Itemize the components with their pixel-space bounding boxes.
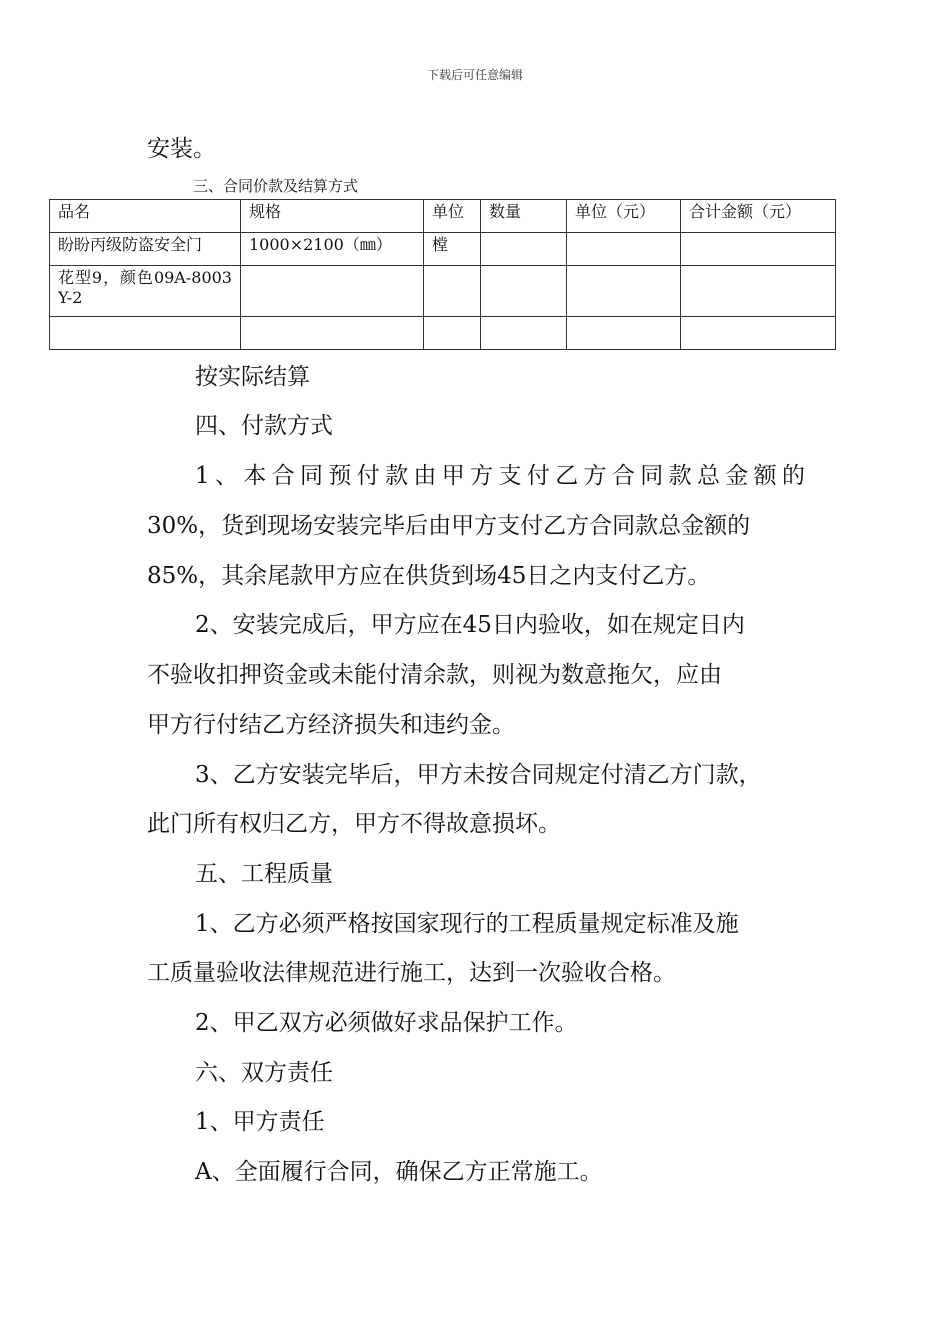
table-cell [681, 233, 836, 266]
section3-caption: 三、合同价款及结算方式 [193, 177, 359, 195]
header-cell: 单位 [424, 200, 481, 233]
table-cell [681, 317, 836, 350]
section4-p2-line1: 2、安装完成后，甲方应在45日内验收，如在规定日内 [195, 612, 745, 638]
section6-title: 六、双方责任 [195, 1060, 333, 1086]
table-cell [241, 317, 424, 350]
table-row [50, 317, 836, 350]
table-cell: 盼盼丙级防盗安全门 [50, 233, 241, 266]
header-cell: 单位（元） [567, 200, 681, 233]
section5-p1-line2: 工质量验收法律规范进行施工，达到一次验收合格。 [147, 960, 676, 986]
table-cell [481, 317, 567, 350]
section5-p2: 2、甲乙双方必须做好求品保护工作。 [195, 1010, 578, 1036]
table-cell [241, 266, 424, 317]
section5-title: 五、工程质量 [195, 861, 333, 887]
section4-p3-line1: 3、乙方安装完毕后，甲方未按合同规定付清乙方门款， [195, 762, 762, 788]
table-cell: 1000×2100（㎜） [241, 233, 424, 266]
table-header-row [50, 200, 836, 233]
header-cell: 合计金额（元） [681, 200, 836, 233]
section5-p1-line1: 1、乙方必须严格按国家现行的工程质量规定标准及施 [195, 911, 739, 937]
table-cell [424, 317, 481, 350]
table-row [50, 266, 836, 317]
table-cell [50, 317, 241, 350]
section4-p1-line1: 1、本合同预付款由甲方支付乙方合同款总金额的 [195, 463, 805, 489]
page-header-note: 下载后可任意编辑 [426, 68, 523, 82]
table-cell [567, 317, 681, 350]
table-cell: 花型9，颜色09A-8003Y-2 [50, 266, 241, 317]
section4-p2-line3: 甲方行付结乙方经济损失和违约金。 [147, 712, 515, 738]
section6-sub1: 1、甲方责任 [195, 1109, 325, 1135]
section6-item-a: A、全面履行合同，确保乙方正常施工。 [195, 1159, 603, 1185]
table-cell [567, 233, 681, 266]
header-cell: 规格 [241, 200, 424, 233]
table-cell [481, 266, 567, 317]
table-cell: 樘 [424, 233, 481, 266]
table-cell [424, 266, 481, 317]
table-cell [681, 266, 836, 317]
section4-p3-line2: 此门所有权归乙方，甲方不得故意损坏。 [147, 811, 561, 837]
table-cell [481, 233, 567, 266]
section4-p1-line2: 30%，货到现场安装完毕后由甲方支付乙方合同款总金额的 [147, 513, 751, 539]
section4-p2-line2: 不验收扣押资金或未能付清余款，则视为数意拖欠，应由 [147, 662, 722, 688]
table-cell [567, 266, 681, 317]
table-row [50, 233, 836, 266]
section4-title: 四、付款方式 [195, 413, 333, 439]
header-cell: 品名 [50, 200, 241, 233]
price-table [49, 199, 836, 350]
settle-note: 按实际结算 [195, 364, 310, 390]
intro-line: 安装。 [147, 136, 216, 162]
header-cell: 数量 [481, 200, 567, 233]
section4-p1-line3: 85%，其余尾款甲方应在供货到场45日之内支付乙方。 [147, 563, 711, 589]
